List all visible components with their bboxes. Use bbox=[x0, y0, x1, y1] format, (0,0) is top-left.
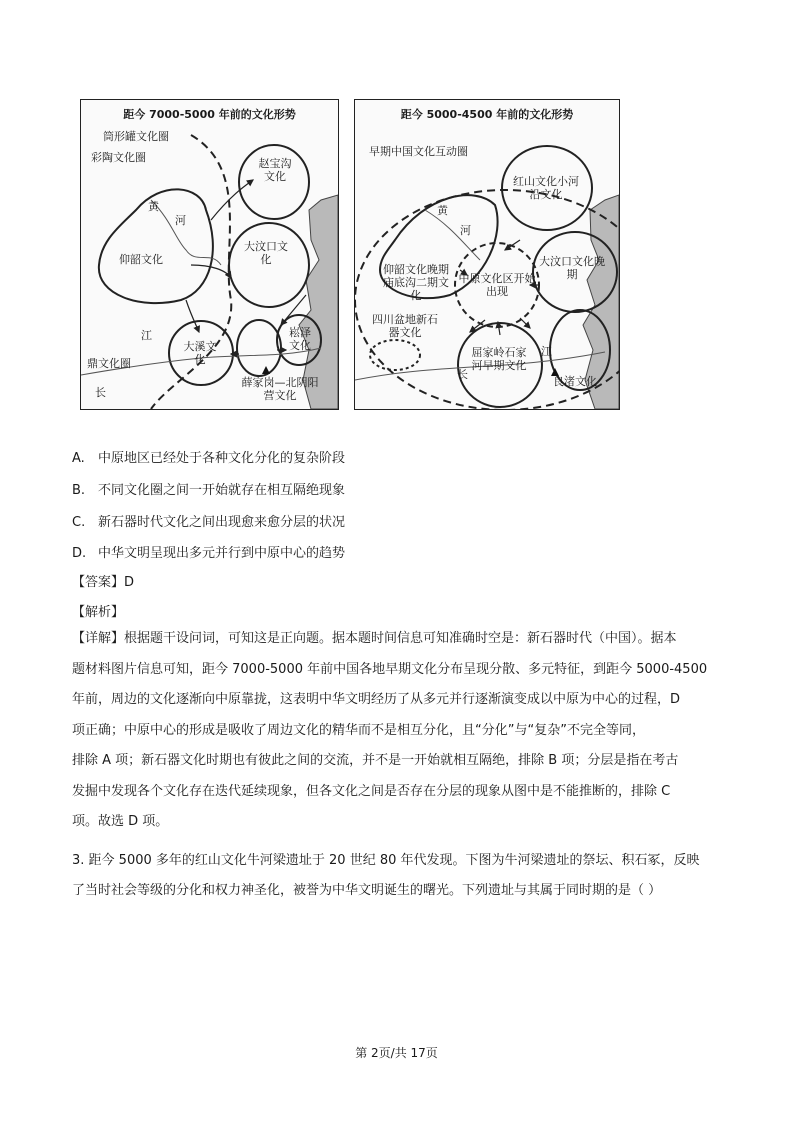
option-d-text: 中华文明呈现出多元并行到中原中心的趋势 bbox=[98, 546, 346, 561]
label-hudongquan: 早期中国文化互动圈 bbox=[369, 145, 468, 158]
label-caitao: 彩陶文化圈 bbox=[91, 151, 146, 164]
detail-paragraph bbox=[72, 624, 722, 838]
page-footer: 第 2页/共 17页 bbox=[355, 1046, 438, 1060]
label-sichuan: 四川盆地新石器文化 bbox=[372, 313, 438, 339]
label-huang: 黄 bbox=[148, 200, 159, 213]
analysis-label: 【解析】 bbox=[72, 605, 125, 620]
label-yangshao: 仰韶文化 bbox=[119, 253, 163, 266]
label-daxi: 大溪文化 bbox=[183, 340, 217, 366]
label-xuejiagang: 薛家岗—北阴阳营文化 bbox=[241, 376, 319, 402]
label-yangshao-late: 仰韶文化晚期庙底沟二期文化 bbox=[383, 263, 449, 302]
label-huang: 黄 bbox=[437, 204, 448, 217]
answer-label: 【答案】 bbox=[72, 575, 125, 590]
label-he: 河 bbox=[460, 224, 471, 237]
detail-line: 年前，周边的文化逐渐向中原靠拢，这表明中华文明经历了从多元并行逐渐演变成以中原为中心的过程，D bbox=[72, 692, 681, 707]
label-jiang: 江 bbox=[541, 345, 552, 358]
detail-line: 排除 A 项；新石器文化时期也有彼此之间的交流，并不是一开始就相互隔绝，排除 B 项；分层是指在考古 bbox=[72, 753, 679, 768]
option-a bbox=[72, 447, 345, 466]
map-left-7000-5000 bbox=[80, 99, 339, 410]
option-b-letter: B. bbox=[72, 483, 86, 498]
option-b-text: 不同文化圈之间一开始就存在相互隔绝现象 bbox=[98, 483, 346, 498]
detail-line: 【详解】根据题干设问词，可知这是正向题。据本题时间信息可知准确时空是：新石器时代（中国）。据本 bbox=[72, 631, 677, 646]
option-c-letter: C. bbox=[72, 515, 86, 530]
answer-value: D bbox=[124, 575, 135, 590]
detail-line: 项正确；中原中心的形成是吸收了周边文化的精华而不是相互分化，且“分化”与“复杂”不完全等同， bbox=[72, 722, 645, 738]
map-right-title: 距今 5000-4500 年前的文化形势 bbox=[400, 108, 574, 121]
option-d-letter: D. bbox=[72, 546, 87, 561]
label-songze: 崧泽文化 bbox=[289, 326, 311, 352]
option-c bbox=[72, 511, 345, 530]
option-d bbox=[72, 542, 345, 561]
label-hongshan: 红山文化小河沿文化 bbox=[513, 175, 579, 201]
label-he: 河 bbox=[175, 214, 186, 227]
label-tongxingguan: 筒形罐文化圈 bbox=[103, 130, 169, 143]
question-3 bbox=[72, 846, 732, 906]
label-zhongyuan: 中原文化区开始出现 bbox=[458, 272, 536, 298]
answer-line bbox=[72, 571, 134, 590]
label-chang: 长 bbox=[457, 368, 468, 381]
detail-line: 发掘中发现各个文化存在迭代延续现象，但各文化之间是否存在分层的现象从图中是不能推断的，排除 C bbox=[72, 783, 671, 799]
map-left-title: 距今 7000-5000 年前的文化形势 bbox=[123, 108, 296, 121]
question-3-line: 3. 距今 5000 多年的红山文化牛河梁遗址于 20 世纪 80 年代发现。下图为牛河梁遗址的祭坛、积石冢，反映 bbox=[72, 853, 700, 868]
option-a-text: 中原地区已经处于各种文化分化的复杂阶段 bbox=[98, 451, 346, 466]
label-jiang: 江 bbox=[141, 329, 152, 342]
label-dawenkou-late: 大汶口文化晚期 bbox=[539, 255, 605, 281]
option-b bbox=[72, 479, 345, 498]
label-qujialing: 屈家岭石家河早期文化 bbox=[471, 346, 527, 372]
option-c-text: 新石器时代文化之间出现愈来愈分层的状况 bbox=[98, 515, 346, 530]
option-a-letter: A. bbox=[72, 451, 85, 466]
question-3-line: 了当时社会等级的分化和权力神圣化，被誉为中华文明诞生的曙光。下列遗址与其属于同时期的是（ ） bbox=[72, 883, 662, 898]
label-dawenkou: 大汶口文化 bbox=[244, 240, 288, 266]
detail-line: 项。故选 D 项。 bbox=[72, 814, 169, 829]
label-liangzhu: 良渚文化 bbox=[553, 375, 597, 388]
label-ding: 鼎文化圈 bbox=[87, 357, 131, 370]
detail-line: 题材料图片信息可知，距今 7000-5000 年前中国各地早期文化分布呈现分散、多元特征，到距今 5000-4500 bbox=[72, 661, 708, 677]
map-right-5000-4500 bbox=[354, 99, 620, 410]
label-zhaobao: 赵宝沟文化 bbox=[258, 157, 292, 183]
label-chang: 长 bbox=[95, 386, 106, 399]
